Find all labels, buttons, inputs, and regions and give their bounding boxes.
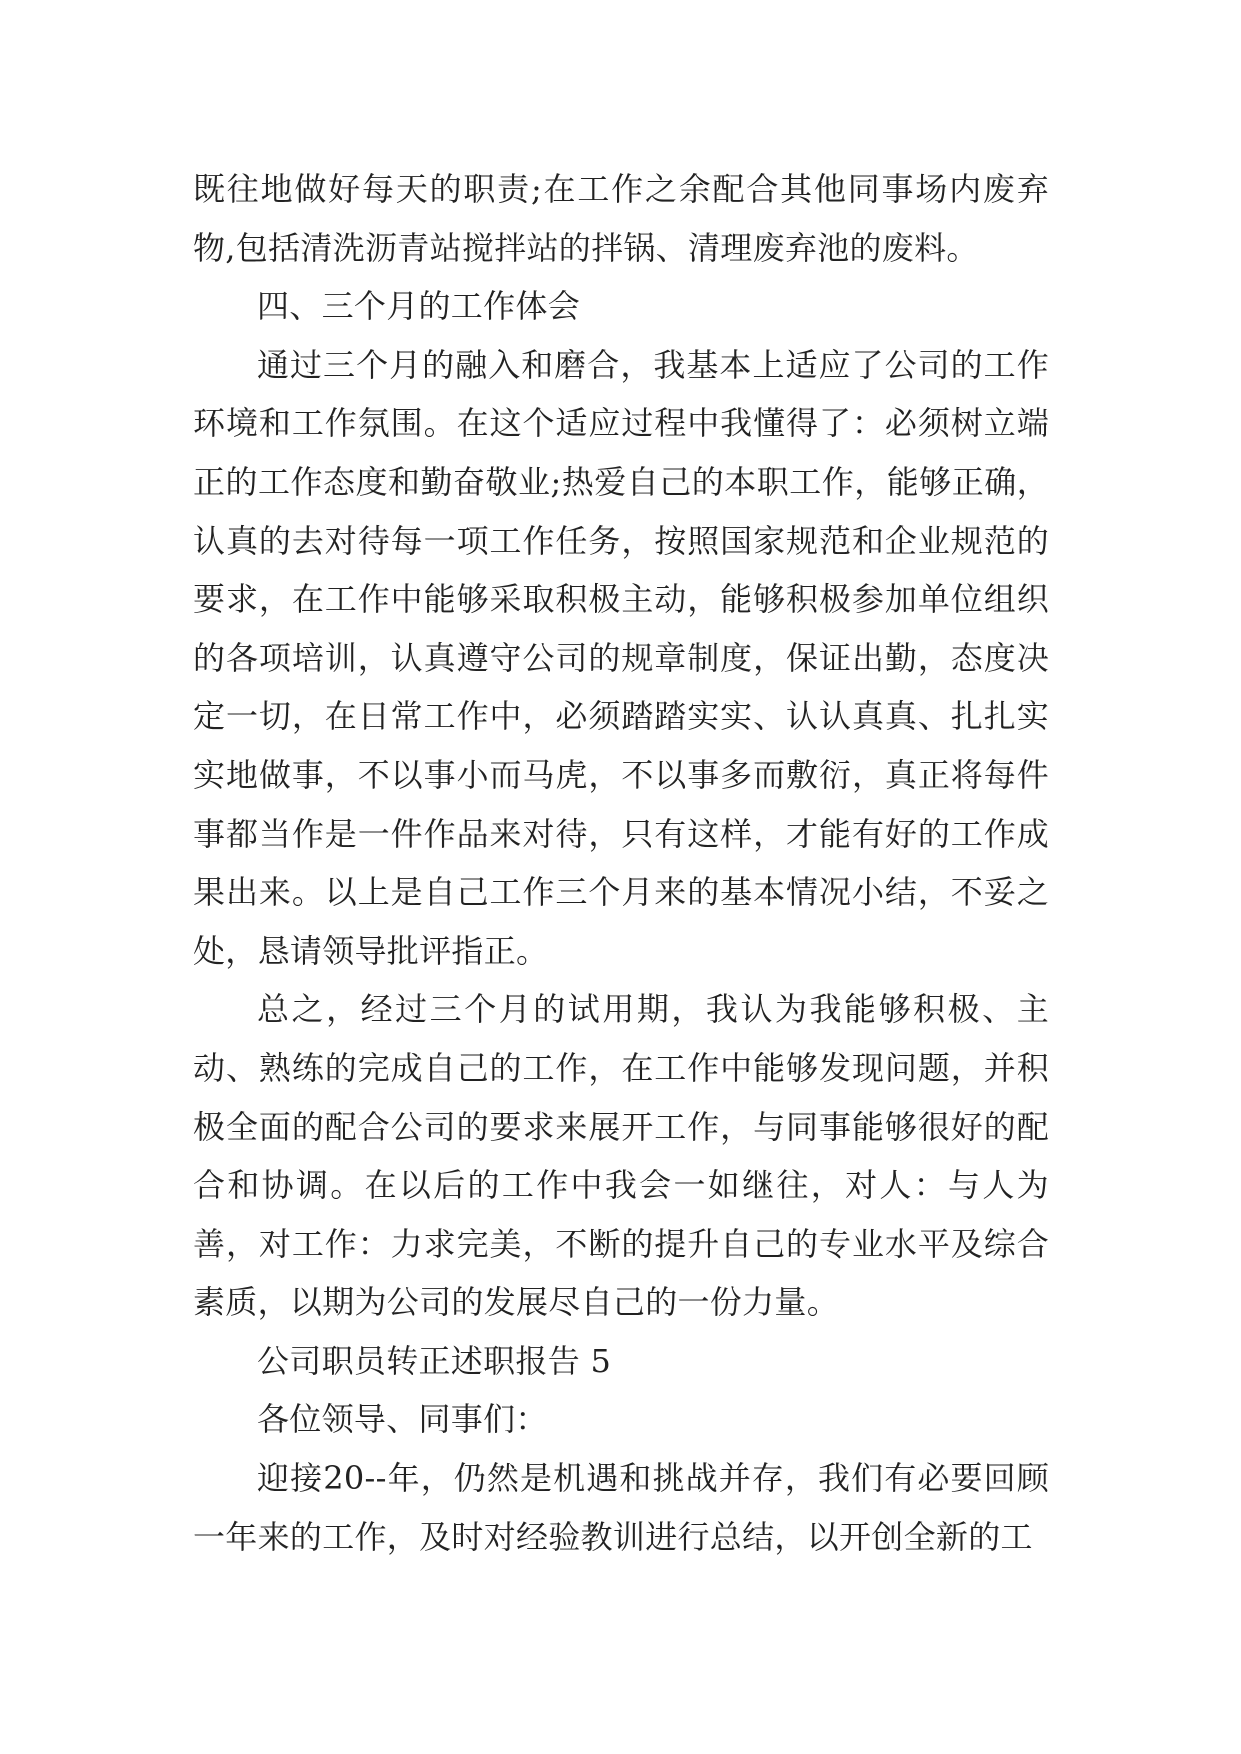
paragraph-intro: 迎接20--年，仍然是机遇和挑战并存，我们有必要回顾一年来的工作，及时对经验教训进行总结，以开创全新的工 [193,1459,1049,1556]
section-heading-experience: 四、三个月的工作体会 [257,287,581,326]
document-body [193,160,1049,1566]
paragraph-summary: 总之，经过三个月的试用期，我认为我能够积极、主动、熟练的完成自己的工作，在工作中能够发现问题，并积极全面的配合公司的要求来展开工作，与同事能够很好的配合和协调。在以后的工作中我会一如继往，对人：与人为善，对工作：力求完美，不断的提升自己的专业水平及综合素质，以期为公司的发展尽自己的一份力量。 [193,990,1049,1322]
paragraph-experience: 通过三个月的融入和磨合，我基本上适应了公司的工作环境和工作氛围。在这个适应过程中我懂得了：必须树立端正的工作态度和勤奋敬业;热爱自己的本职工作，能够正确，认真的去对待每一项工作任务，按照国家规范和企业规范的要求，在工作中能够采取积极主动，能够积极参加单位组织的各项培训，认真遵守公司的规章制度，保证出勤，态度决定一切，在日常工作中，必须踏踏实实、认认真真、扎扎实实地做事，不以事小而马虎，不以事多而敷衍，真正将每件事都当作是一件作品来对待，只有这样，才能有好的工作成果出来。以上是自己工作三个月来的基本情况小结，不妥之处，恳请领导批评指正。 [193,345,1049,970]
report-title: 公司职员转正述职报告 5 [257,1341,612,1380]
paragraph-duties-continued: 既往地做好每天的职责;在工作之余配合其他同事场内废弃物,包括清洗沥青站搅拌站的拌锅、清理废弃池的废料。 [193,170,1049,267]
salutation: 各位领导、同事们： [257,1400,548,1439]
